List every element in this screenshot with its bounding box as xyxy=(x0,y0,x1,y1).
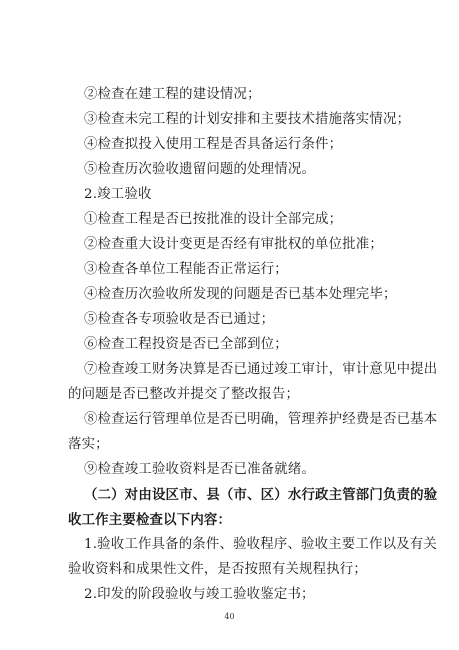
text-line: ⑤检查历次验收遗留问题的处理情况。 xyxy=(84,162,316,177)
bold-heading: （二）对由设区市、县（市、区）水行政主管部门负责的验 xyxy=(84,487,438,503)
text-line: ⑤检查各专项验收是否已通过； xyxy=(84,312,275,327)
text-line: ⑧检查运行管理单位是否已明确，管理养护经费是否已基本 xyxy=(84,412,438,427)
page-number: 40 xyxy=(224,612,235,621)
text-line-continuation: 验收资料和成果性文件，是否按照有关规程执行； xyxy=(68,562,367,577)
text-line: 1.验收工作具备的条件、验收程序、验收主要工作以及有关 xyxy=(84,537,437,552)
text-line: ⑥检查工程投资是否已全部到位； xyxy=(84,337,288,352)
text-line-continuation: 落实； xyxy=(68,437,109,452)
text-line: ③检查未完工程的计划安排和主要技术措施落实情况； xyxy=(84,112,411,127)
text-line: ⑨检查竣工验收资料是否已准备就绪。 xyxy=(84,462,316,477)
bold-heading-continuation: 收工作主要检查以下内容： xyxy=(68,512,232,528)
text-line: ③检查各单位工程能否正常运行； xyxy=(84,262,288,277)
text-line: ⑦检查竣工财务决算是否已通过竣工审计，审计意见中提出 xyxy=(84,362,438,377)
text-line: ②检查重大设计变更是否经有审批权的单位批准； xyxy=(84,237,383,252)
section-heading: 2.竣工验收 xyxy=(84,187,152,202)
text-line-continuation: 的问题是否已整改并提交了整改报告； xyxy=(68,387,300,402)
text-line: ④检查历次验收所发现的问题是否已基本处理完毕； xyxy=(84,287,397,302)
text-line: ④检查拟投入使用工程是否具备运行条件； xyxy=(84,137,343,152)
text-line: ①检查工程是否已按批准的设计全部完成； xyxy=(84,212,343,227)
text-line: ②检查在建工程的建设情况； xyxy=(84,87,261,102)
text-line: 2.印发的阶段验收与竣工验收鉴定书； xyxy=(84,587,315,602)
